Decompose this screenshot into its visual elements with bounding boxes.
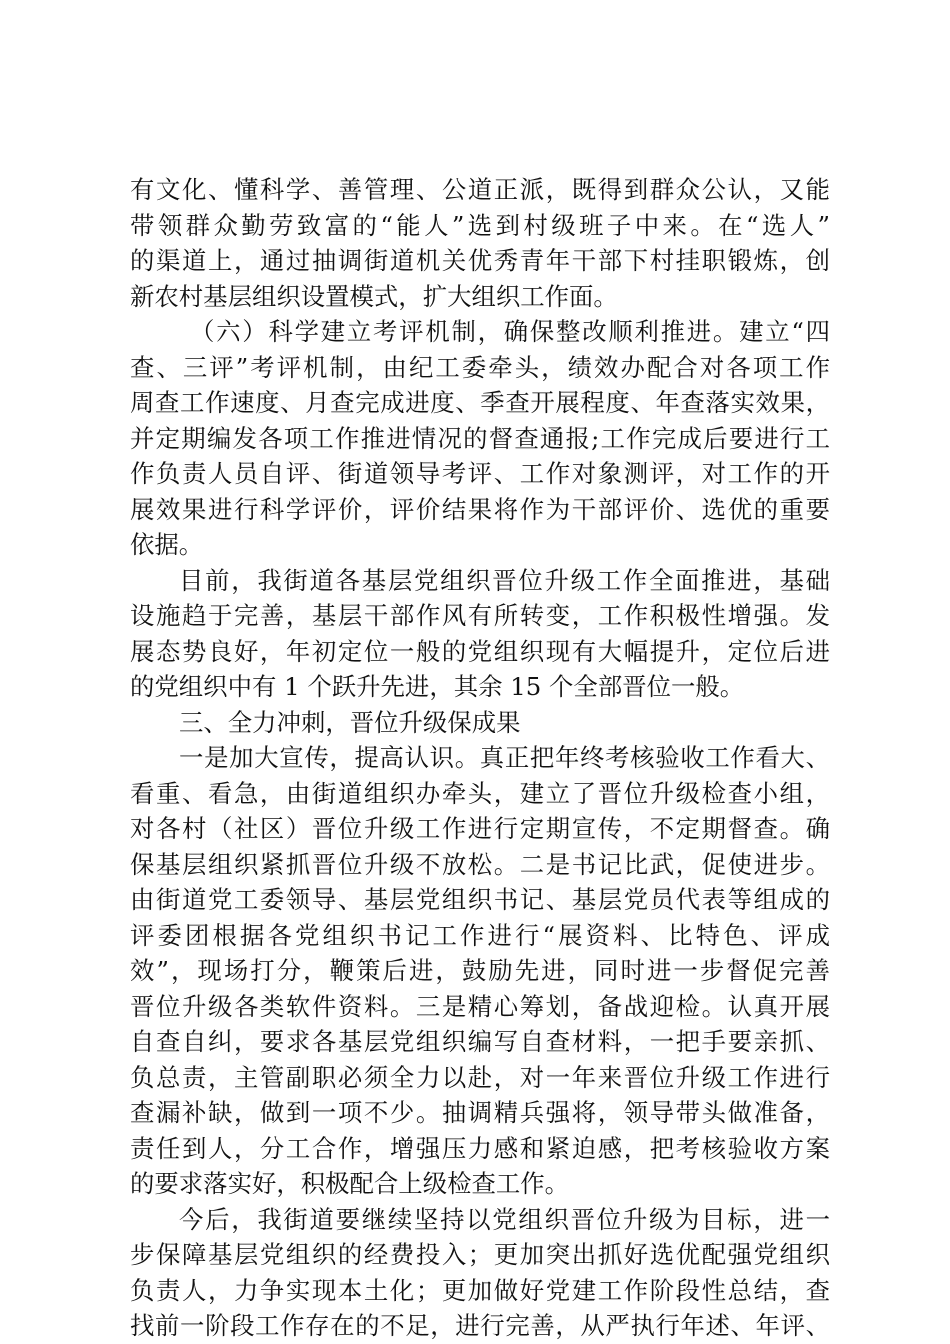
text-line: 设施趋于完善，基层干部作风有所转变，工作积极性增强。发 — [130, 601, 830, 630]
text-line: 的党组织中有 1 个跃升先进，其余 15 个全部晋位一般。 — [130, 672, 745, 701]
text-line: 查、三评”考评机制，由纪工委牵头，绩效办配合对各项工作 — [130, 352, 830, 382]
text-line: 并定期编发各项工作推进情况的督查通报;工作完成后要进行工 — [130, 423, 830, 453]
text-line: 负总责，主管副职必须全力以赴，对一年来晋位升级工作进行 — [130, 1062, 830, 1092]
text-line: 自查自纠，要求各基层党组织编写自查材料，一把手要亲抓、 — [130, 1027, 830, 1056]
text-line: 对各村（社区）晋位升级工作进行定期宣传，不定期督查。确 — [130, 814, 830, 843]
text-line: 负责人，力争实现本土化；更加做好党建工作阶段性总结，查 — [130, 1275, 830, 1305]
text-line: 保基层组织紧抓晋位升级不放松。二是书记比武，促使进步。 — [130, 849, 830, 879]
paragraph-start-line: 一是加大宣传，提高认识。真正把年终考核验收工作看大、 — [179, 743, 830, 772]
text-line: 的渠道上，通过抽调街道机关优秀青年干部下村挂职锻炼，创 — [130, 246, 830, 275]
text-line: 找前一阶段工作存在的不足，进行完善，从严执行年述、年评、 — [130, 1311, 830, 1340]
text-line: 的要求落实好，积极配合上级检查工作。 — [130, 1169, 570, 1198]
text-line: 责任到人，分工合作，增强压力感和紧迫感，把考核验收方案 — [130, 1133, 830, 1163]
text-line: 依据。 — [130, 530, 204, 559]
text-line: 评委团根据各党组织书记工作进行“展资料、比特色、评成 — [130, 920, 830, 950]
text-line: 查漏补缺，做到一项不少。抽调精兵强将，领导带头做准备， — [130, 1098, 830, 1127]
text-line: 有文化、懂科学、善管理、公道正派，既得到群众公认，又能 — [130, 175, 830, 204]
text-line: 带领群众勤劳致富的“能人”选到村级班子中来。在“选人” — [130, 210, 830, 240]
paragraph-start-line: 今后，我街道要继续坚持以党组织晋位升级为目标，进一 — [179, 1204, 830, 1234]
paragraph-start-line: （六）科学建立考评机制，确保整改顺利推进。建立“四 — [190, 317, 830, 346]
text-line: 周查工作速度、月查完成进度、季查开展程度、年查落实效果， — [130, 388, 830, 417]
text-line: 作负责人员自评、街道领导考评、工作对象测评，对工作的开 — [130, 459, 830, 488]
text-line: 看重、看急，由街道组织办牵头，建立了晋位升级检查小组， — [130, 778, 830, 808]
text-line: 展态势良好，年初定位一般的党组织现有大幅提升，定位后进 — [130, 636, 830, 666]
text-line: 展效果进行科学评价，评价结果将作为干部评价、选优的重要 — [130, 494, 830, 524]
paragraph-start-line: 目前，我街道各基层党组织晋位升级工作全面推进，基础 — [179, 565, 830, 595]
text-line: 由街道党工委领导、基层党组织书记、基层党员代表等组成的 — [130, 885, 830, 914]
text-line: 步保障基层党组织的经费投入；更加突出抓好选优配强党组织 — [130, 1240, 830, 1269]
text-line: 新农村基层组织设置模式，扩大组织工作面。 — [130, 281, 618, 311]
document-body — [130, 172, 830, 1344]
section-heading: 三、全力冲刺，晋位升级保成果 — [179, 707, 521, 737]
text-line: 晋位升级各类软件资料。三是精心筹划，备战迎检。认真开展 — [130, 991, 830, 1021]
text-line: 效”，现场打分，鞭策后进，鼓励先进，同时进一步督促完善 — [130, 956, 830, 985]
